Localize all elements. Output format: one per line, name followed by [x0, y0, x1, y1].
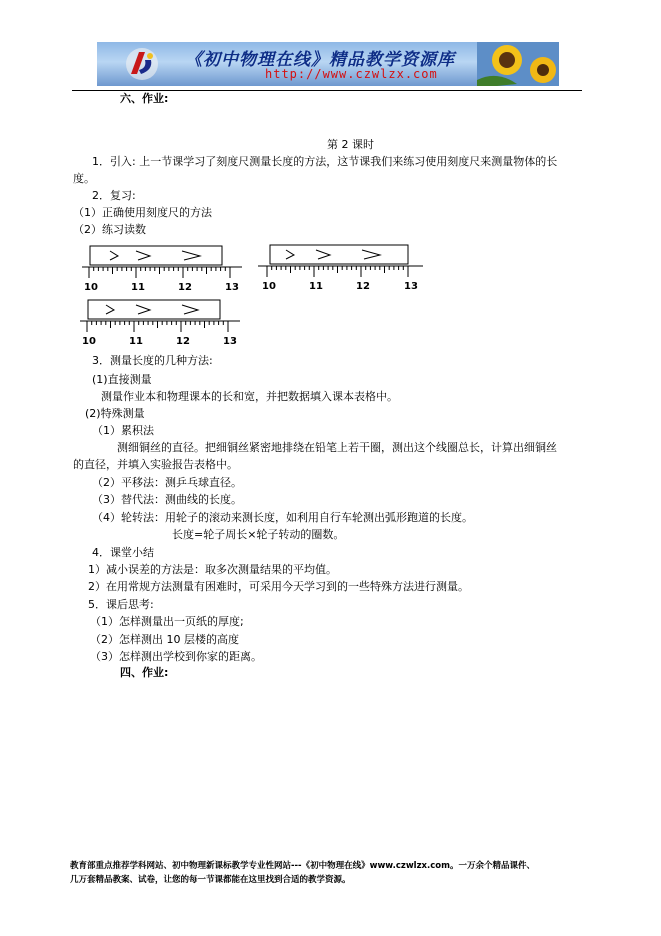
translate-method: （2）平移法：测乒乓球直径。	[92, 476, 242, 489]
banner-title: 《初中物理在线》精品教学资源库	[185, 50, 455, 70]
review-heading: 2．复习:	[92, 189, 136, 202]
after-item-2: （2）怎样测出 10 层楼的高度	[90, 633, 239, 646]
ruler-3-label-12: 12	[176, 336, 190, 347]
ruler-2-label-13: 13	[404, 281, 418, 292]
ruler-2-label-10: 10	[262, 281, 276, 292]
accumulate-line-1: 测细铜丝的直径。把细铜丝紧密地排绕在铅笔上若干圈，测出这个线圈总长，计算出细铜丝	[117, 441, 557, 454]
wheel-formula: 长度=轮子周长×轮子转动的圈数。	[172, 528, 345, 541]
intro-line-1: 1．引入: 上一节课学习了刻度尺测量长度的方法，这节课我们来练习使用刻度尺来测量物体的长	[92, 155, 558, 168]
accumulate-heading: （1）累积法	[92, 424, 154, 437]
header-banner	[97, 42, 559, 86]
accumulate-line-2: 的直径，并填入实验报告表格中。	[73, 458, 238, 471]
intro-line-2: 度。	[73, 172, 95, 185]
direct-heading: (1)直接测量	[92, 373, 152, 386]
footer-line-1: 教育部重点推荐学科网站、初中物理新课标教学专业性网站---《初中物理在线》www.czwlzx.com。一万余个精品课件、	[70, 861, 535, 871]
section-four-heading: 四、作业:	[120, 666, 169, 679]
ruler-ticks	[267, 266, 408, 277]
footer-line-2: 几万套精品教案、试卷，让您的每一节课都能在这里找到合适的教学资源。	[70, 875, 351, 885]
ruler-1-label-12: 12	[178, 282, 192, 293]
ruler-3-label-11: 11	[129, 336, 143, 347]
section-six-heading: 六、作业:	[120, 92, 169, 105]
summary-item-1: 1）减小误差的方法是：取多次测量结果的平均值。	[88, 563, 337, 576]
ruler-diagram-3	[80, 298, 240, 350]
page-footer	[70, 859, 535, 887]
ruler-1-label-13: 13	[225, 282, 239, 293]
site-logo-icon	[123, 46, 161, 82]
ruler-1-label-10: 10	[84, 282, 98, 293]
sunflower-icon	[477, 42, 559, 86]
summary-item-2: 2）在用常规方法测量有困难时，可采用今天学习到的一些特殊方法进行测量。	[88, 580, 469, 593]
ruler-ticks	[89, 267, 230, 278]
lesson-heading: 第 2 课时	[327, 138, 374, 151]
after-item-1: （1）怎样测量出一页纸的厚度;	[90, 615, 244, 628]
ruler-1-label-11: 11	[131, 282, 145, 293]
review-item-1: （1）正确使用刻度尺的方法	[73, 206, 212, 219]
wheel-method: （4）轮转法：用轮子的滚动来测长度，如利用自行车轮测出弧形跑道的长度。	[92, 511, 473, 524]
direct-text: 测量作业本和物理课本的长和宽，并把数据填入课本表格中。	[101, 390, 398, 403]
ruler-ticks	[87, 321, 228, 332]
header-divider	[72, 90, 582, 91]
methods-heading: 3．测量长度的几种方法:	[92, 354, 213, 367]
ruler-2-label-11: 11	[309, 281, 323, 292]
ruler-diagram-1	[82, 244, 242, 296]
summary-heading: 4．课堂小结	[92, 546, 154, 559]
substitute-method: （3）替代法：测曲线的长度。	[92, 493, 242, 506]
banner-url[interactable]: http://www.czwlzx.com	[265, 67, 438, 81]
ruler-2-label-12: 12	[356, 281, 370, 292]
special-heading: (2)特殊测量	[85, 407, 145, 420]
after-heading: 5．课后思考:	[88, 598, 154, 611]
ruler-3-label-13: 13	[223, 336, 237, 347]
ruler-3-label-10: 10	[82, 336, 96, 347]
review-item-2: （2）练习读数	[73, 223, 146, 236]
after-item-3: （3）怎样测出学校到你家的距离。	[90, 650, 262, 663]
ruler-diagram-2	[258, 243, 423, 295]
